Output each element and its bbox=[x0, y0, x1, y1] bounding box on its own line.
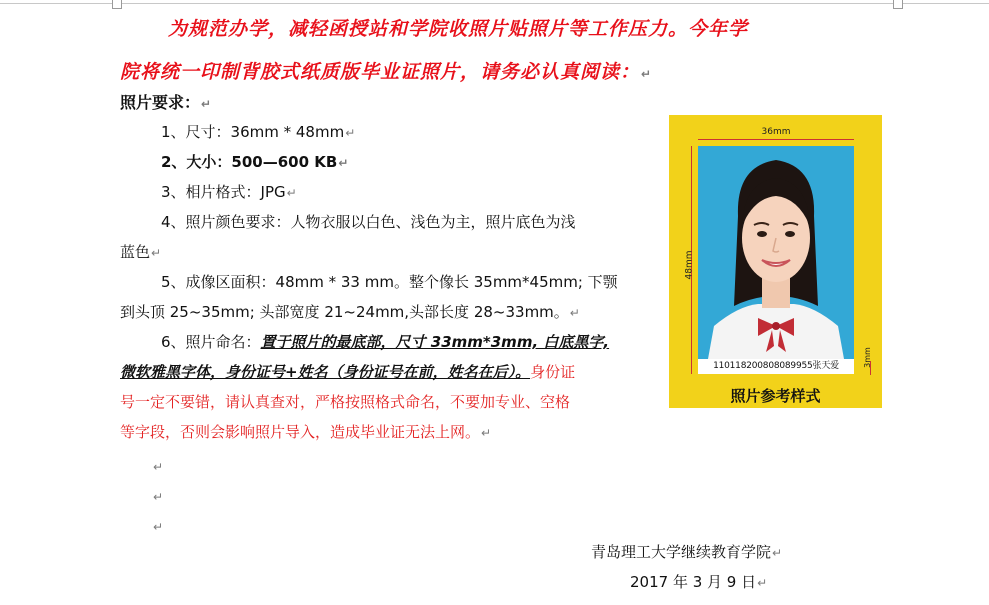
page-corner-marker-left bbox=[112, 0, 122, 9]
paragraph-mark: ↵ bbox=[641, 67, 653, 81]
requirement-format bbox=[161, 181, 297, 202]
requirement-color-line2 bbox=[120, 241, 161, 262]
paragraph-mark: ↵ bbox=[153, 460, 164, 474]
paragraph-mark: ↵ bbox=[757, 576, 768, 590]
strip-dimension-label: 3mm bbox=[862, 347, 872, 368]
requirement-naming-prefix: 6、照片命名： bbox=[161, 333, 261, 351]
height-dimension-label: 48mm bbox=[684, 250, 695, 280]
signature-date-text: 2017 年 3 月 9 日 bbox=[630, 573, 757, 591]
requirement-size-text: 1、尺寸：36mm * 48mm bbox=[161, 123, 345, 141]
requirement-naming-line2 bbox=[120, 361, 575, 382]
paragraph-mark: ↵ bbox=[153, 490, 164, 504]
requirement-naming-red-1: 身份证 bbox=[530, 363, 576, 381]
title-line-1-text: 为规范办学，减轻函授站和学院收照片贴照片等工作压力。今年学 bbox=[168, 18, 749, 40]
requirement-area-line1 bbox=[161, 271, 618, 292]
requirement-color-text-2: 蓝色 bbox=[120, 243, 151, 261]
requirement-naming-line4 bbox=[120, 421, 491, 442]
requirement-area-text-2: 到头顶 25~35mm; 头部宽度 21~24mm,头部长度 28~33mm。 bbox=[120, 303, 569, 321]
paragraph-mark: ↵ bbox=[481, 426, 492, 440]
requirement-naming-line1 bbox=[161, 331, 609, 352]
paragraph-mark: ↵ bbox=[569, 306, 580, 320]
signature-organization-text: 青岛理工大学继续教育学院 bbox=[591, 543, 772, 561]
paragraph-mark: ↵ bbox=[201, 97, 212, 111]
title-line-1 bbox=[168, 14, 748, 41]
requirement-filesize bbox=[161, 151, 348, 172]
title-line-2 bbox=[120, 57, 652, 84]
paragraph-mark: ↵ bbox=[772, 546, 783, 560]
page-corner-marker-right bbox=[893, 0, 903, 9]
empty-paragraph bbox=[152, 486, 163, 505]
empty-paragraph bbox=[152, 516, 163, 535]
paragraph-mark: ↵ bbox=[153, 520, 164, 534]
requirement-area-line2 bbox=[120, 301, 580, 322]
requirement-size bbox=[161, 121, 355, 142]
id-name-caption: 110118200808089955张天爱 bbox=[698, 359, 854, 374]
sample-photo-caption: 照片参考样式 bbox=[730, 387, 821, 405]
width-dimension-label: 36mm bbox=[761, 127, 791, 137]
requirement-naming-bold-2: 微软雅黑字体，身份证号+姓名（身份证号在前，姓名在后）。 bbox=[120, 363, 531, 381]
requirement-naming-bold-1: 置于照片的最底部，尺寸 33mm*3mm, 白底黑字, bbox=[260, 333, 610, 351]
requirements-heading-text: 照片要求： bbox=[120, 93, 201, 112]
requirement-naming-line3 bbox=[120, 391, 570, 412]
empty-paragraph bbox=[152, 456, 163, 475]
requirement-naming-red-2: 号一定不要错，请认真查对，严格按照格式命名，不要加专业、空格 bbox=[120, 393, 571, 411]
requirement-area-text-1: 5、成像区面积：48mm * 33 mm。整个像长 35mm*45mm; 下颚 bbox=[161, 273, 618, 291]
paragraph-mark: ↵ bbox=[338, 156, 349, 170]
sample-photo bbox=[698, 146, 854, 374]
portrait-illustration bbox=[698, 146, 854, 359]
paragraph-mark: ↵ bbox=[151, 246, 162, 260]
paragraph-mark: ↵ bbox=[286, 186, 297, 200]
title-line-2-text: 院将统一印制背胶式纸质版毕业证照片，请务必认真阅读： bbox=[120, 61, 641, 83]
requirements-heading bbox=[120, 90, 211, 113]
requirement-filesize-text: 2、大小：500—600 KB bbox=[161, 153, 338, 171]
requirement-format-text: 3、相片格式：JPG bbox=[161, 183, 286, 201]
signature-organization bbox=[591, 541, 782, 562]
requirement-color-line1 bbox=[161, 211, 576, 232]
paragraph-mark: ↵ bbox=[345, 126, 356, 140]
requirement-color-text-1: 4、照片颜色要求：人物衣服以白色、浅色为主，照片底色为浅 bbox=[161, 213, 576, 231]
portrait-image bbox=[698, 146, 854, 359]
width-dimension-line bbox=[698, 139, 854, 140]
page-top-edge bbox=[0, 3, 989, 4]
signature-date bbox=[630, 571, 767, 592]
sample-photo-card bbox=[669, 115, 882, 408]
requirement-naming-red-3: 等字段，否则会影响照片导入，造成毕业证无法上网。 bbox=[120, 423, 481, 441]
